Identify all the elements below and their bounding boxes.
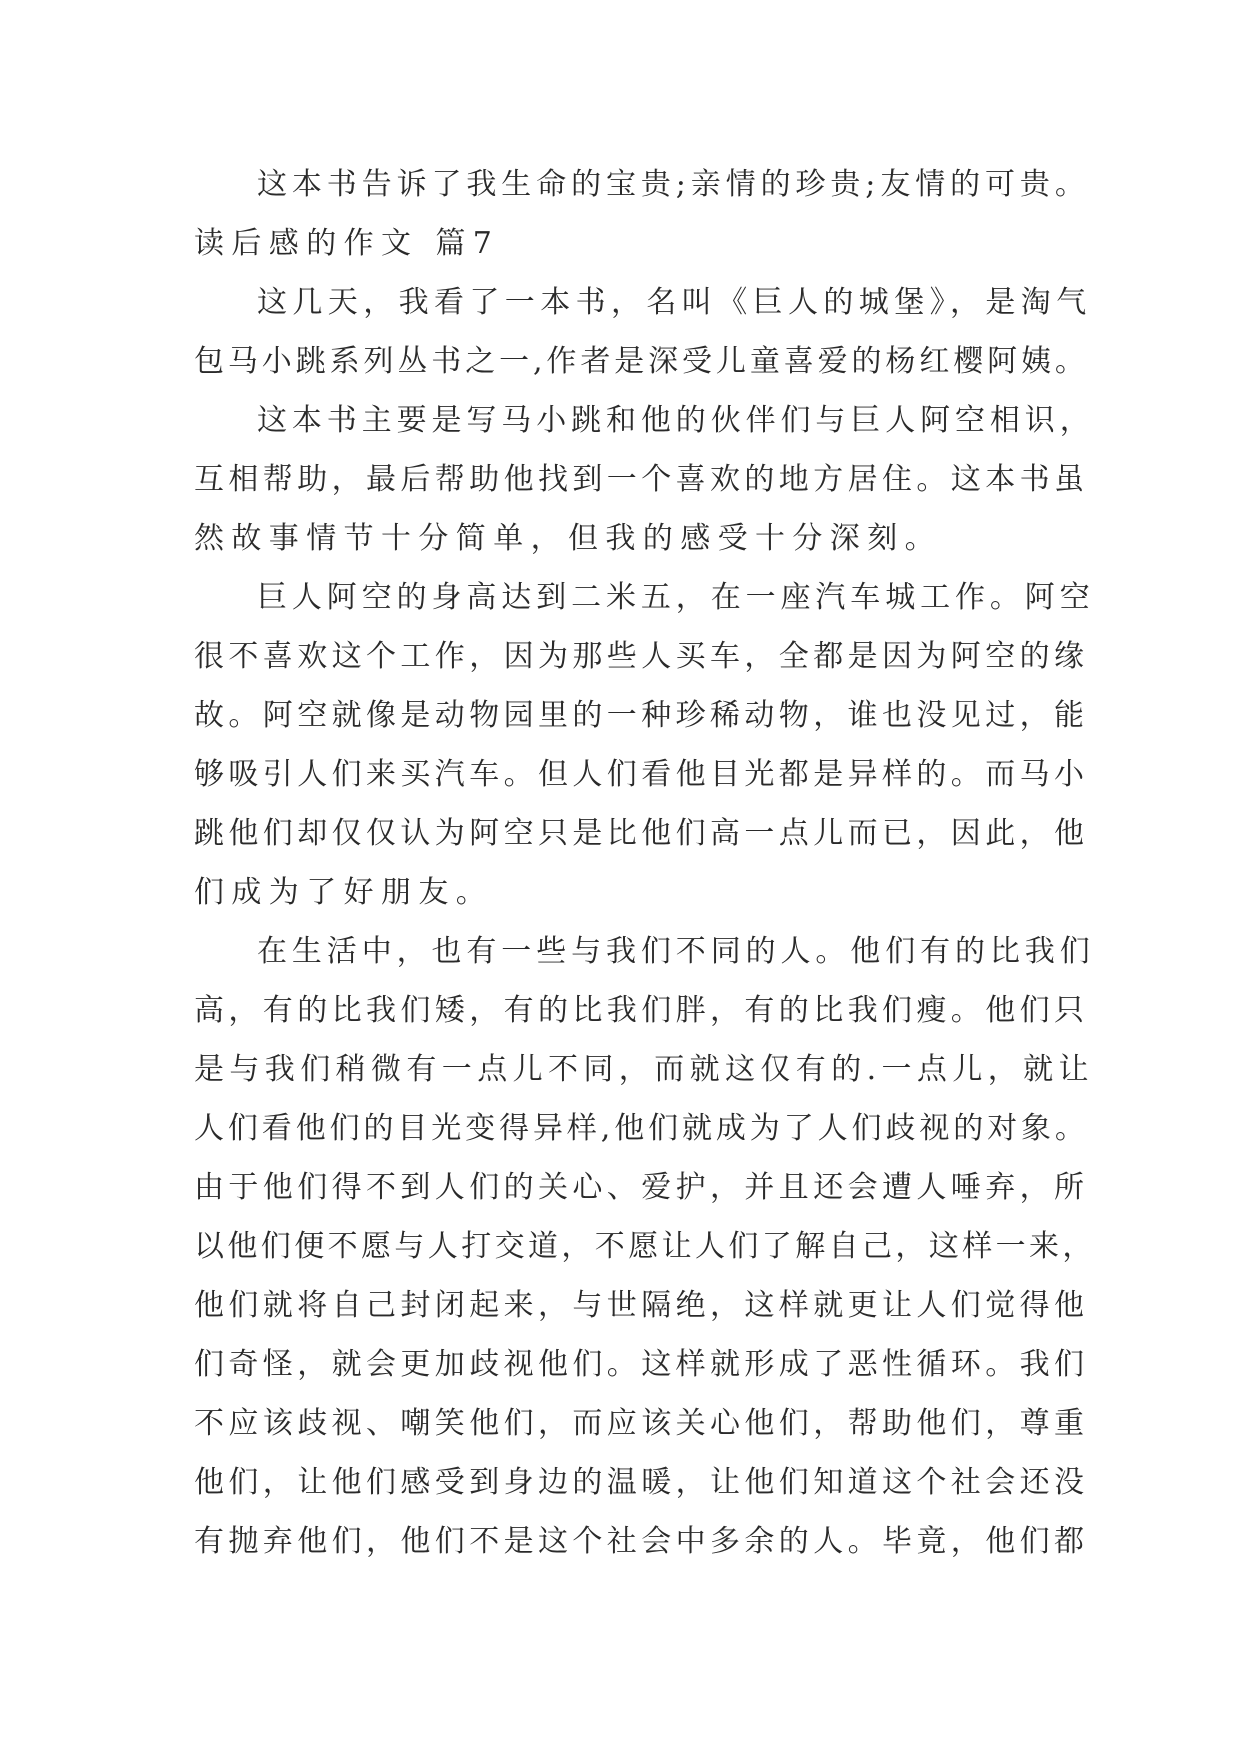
text-line: 高，有的比我们矮，有的比我们胖，有的比我们瘦。他们只 <box>194 993 1089 1028</box>
text-line: 这本书主要是写马小跳和他的伙伴们与巨人阿空相识， <box>257 403 1095 438</box>
text-line: 包马小跳系列丛书之一,作者是深受儿童喜爱的杨红樱阿姨。 <box>194 344 1089 379</box>
text-line: 很不喜欢这个工作，因为那些人买车，全都是因为阿空的缘 <box>194 639 1089 674</box>
text-line: 他们就将自己封闭起来，与世隔绝，这样就更让人们觉得他 <box>194 1288 1089 1323</box>
text-line: 有抛弃他们，他们不是这个社会中多余的人。毕竟，他们都 <box>194 1524 1089 1559</box>
text-line: 互相帮助，最后帮助他找到一个喜欢的地方居住。这本书虽 <box>194 462 1089 497</box>
text-line: 是与我们稍微有一点儿不同，而就这仅有的.一点儿，就让 <box>194 1052 1094 1087</box>
text-line: 们奇怪，就会更加歧视他们。这样就形成了恶性循环。我们 <box>194 1347 1089 1382</box>
text-line: 由于他们得不到人们的关心、爱护，并且还会遭人唾弃，所 <box>194 1170 1089 1205</box>
text-line: 他们，让他们感受到身边的温暖，让他们知道这个社会还没 <box>194 1465 1089 1500</box>
text-line: 这本书告诉了我生命的宝贵;亲情的珍贵;友情的可贵。 <box>257 167 1090 202</box>
text-line: 这几天，我看了一本书，名叫《巨人的城堡》，是淘气 <box>257 285 1092 320</box>
text-line: 然故事情节十分简单，但我的感受十分深刻。 <box>194 521 942 556</box>
text-line: 故。阿空就像是动物园里的一种珍稀动物，谁也没见过，能 <box>194 698 1089 733</box>
text-line: 们成为了好朋友。 <box>194 875 494 910</box>
text-line: 不应该歧视、嘲笑他们，而应该关心他们，帮助他们，尊重 <box>194 1406 1089 1441</box>
text-line: 跳他们却仅仅认为阿空只是比他们高一点儿而已，因此，他 <box>194 816 1089 851</box>
text-line: 以他们便不愿与人打交道，不愿让人们了解自己，这样一来， <box>194 1229 1096 1264</box>
text-line: 在生活中，也有一些与我们不同的人。他们有的比我们 <box>257 934 1095 969</box>
section-heading: 读后感的作文 篇7 <box>194 226 500 261</box>
text-line: 人们看他们的目光变得异样,他们就成为了人们歧视的对象。 <box>194 1111 1089 1146</box>
text-line: 够吸引人们来买汽车。但人们看他目光都是异样的。而马小 <box>194 757 1089 792</box>
text-line: 巨人阿空的身高达到二米五，在一座汽车城工作。阿空 <box>257 580 1095 615</box>
